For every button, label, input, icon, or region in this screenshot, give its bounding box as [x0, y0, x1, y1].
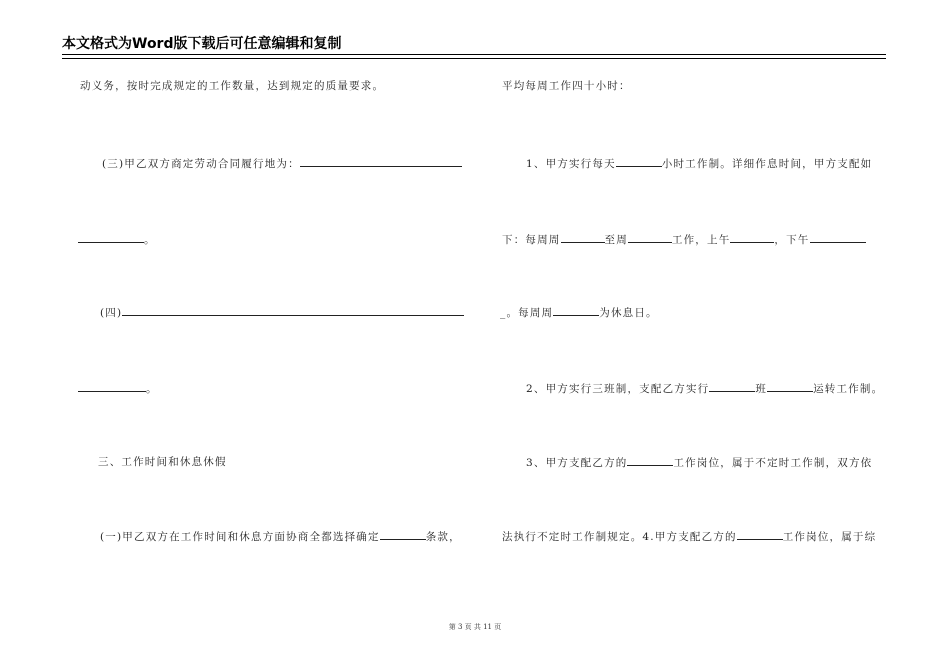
right-paragraph-5-text-c: 运转工作制。 [813, 383, 884, 395]
right-paragraph-5-text-a: 2、甲方实行三班制，支配乙方实行 [526, 383, 710, 395]
right-paragraph-5 [526, 381, 883, 396]
right-paragraph-4-text-a: _。每周周 [500, 307, 554, 319]
fill-blank [553, 305, 599, 316]
header-rule-thick [62, 54, 886, 55]
fill-blank [810, 232, 866, 243]
page-number-footer: 第 3 页 共 11 页 [448, 623, 502, 631]
fill-blank [122, 305, 464, 316]
left-paragraph-2-text: (三)甲乙双方商定劳动合同履行地为： [102, 158, 300, 170]
right-paragraph-4 [500, 305, 658, 320]
section-heading-work-time: 三、工作时间和休息休假 [98, 456, 227, 468]
fill-blank [627, 455, 673, 466]
fill-blank [78, 381, 146, 392]
left-paragraph-4-text: (四) [100, 307, 123, 319]
right-paragraph-3-text-c: 工作，上午 [671, 234, 731, 246]
fill-blank [730, 232, 774, 243]
right-paragraph-7-text-b: 工作岗位，属于综 [782, 531, 877, 543]
right-paragraph-7 [502, 529, 876, 544]
left-paragraph-4 [100, 305, 464, 320]
left-paragraph-3-text: 。 [144, 234, 156, 246]
left-paragraph-3 [78, 232, 156, 247]
left-paragraph-7-text-b: 条款， [425, 531, 461, 543]
fill-blank [628, 232, 672, 243]
left-paragraph-7-text-a: (一)甲乙双方在工作时间和休息方面协商全都选择确定 [100, 531, 380, 543]
header-rule-thin [62, 58, 886, 59]
fill-blank [616, 156, 662, 167]
right-paragraph-1: 平均每周工作四十小时： [502, 80, 631, 92]
right-paragraph-6-text-b: 工作岗位，属于不定时工作制，双方依 [673, 457, 873, 469]
left-paragraph-5-text: 。 [146, 383, 158, 395]
right-paragraph-3-text-b: 至周 [604, 234, 628, 246]
fill-blank [737, 529, 783, 540]
right-paragraph-6 [526, 455, 872, 470]
right-paragraph-2-text-b: 小时工作制。详细作息时间，甲方支配如 [661, 158, 873, 170]
right-paragraph-7-text-a: 法执行不定时工作制规定。4.甲方支配乙方的 [502, 531, 737, 543]
left-paragraph-7 [100, 529, 461, 544]
fill-blank [380, 529, 426, 540]
fill-blank [561, 232, 605, 243]
right-paragraph-4-text-b: 为休息日。 [599, 307, 658, 319]
right-paragraph-5-text-b: 班 [755, 383, 768, 395]
fill-blank [78, 232, 144, 243]
left-paragraph-1: 动义务，按时完成规定的工作数量，达到规定的质量要求。 [80, 80, 385, 92]
right-paragraph-2 [526, 156, 872, 171]
fill-blank [709, 381, 755, 392]
left-paragraph-2 [102, 156, 462, 171]
document-header-title: 本文格式为Word版下载后可任意编辑和复制 [62, 36, 342, 52]
right-paragraph-2-text-a: 1、甲方实行每天 [526, 158, 616, 170]
left-paragraph-5 [78, 381, 158, 396]
right-paragraph-3 [502, 232, 866, 247]
fill-blank [300, 156, 462, 167]
right-paragraph-3-text-a: 下：每周周 [502, 234, 561, 246]
right-paragraph-6-text-a: 3、甲方支配乙方的 [526, 457, 628, 469]
right-paragraph-3-text-d: ，下午 [774, 234, 810, 246]
fill-blank [767, 381, 813, 392]
